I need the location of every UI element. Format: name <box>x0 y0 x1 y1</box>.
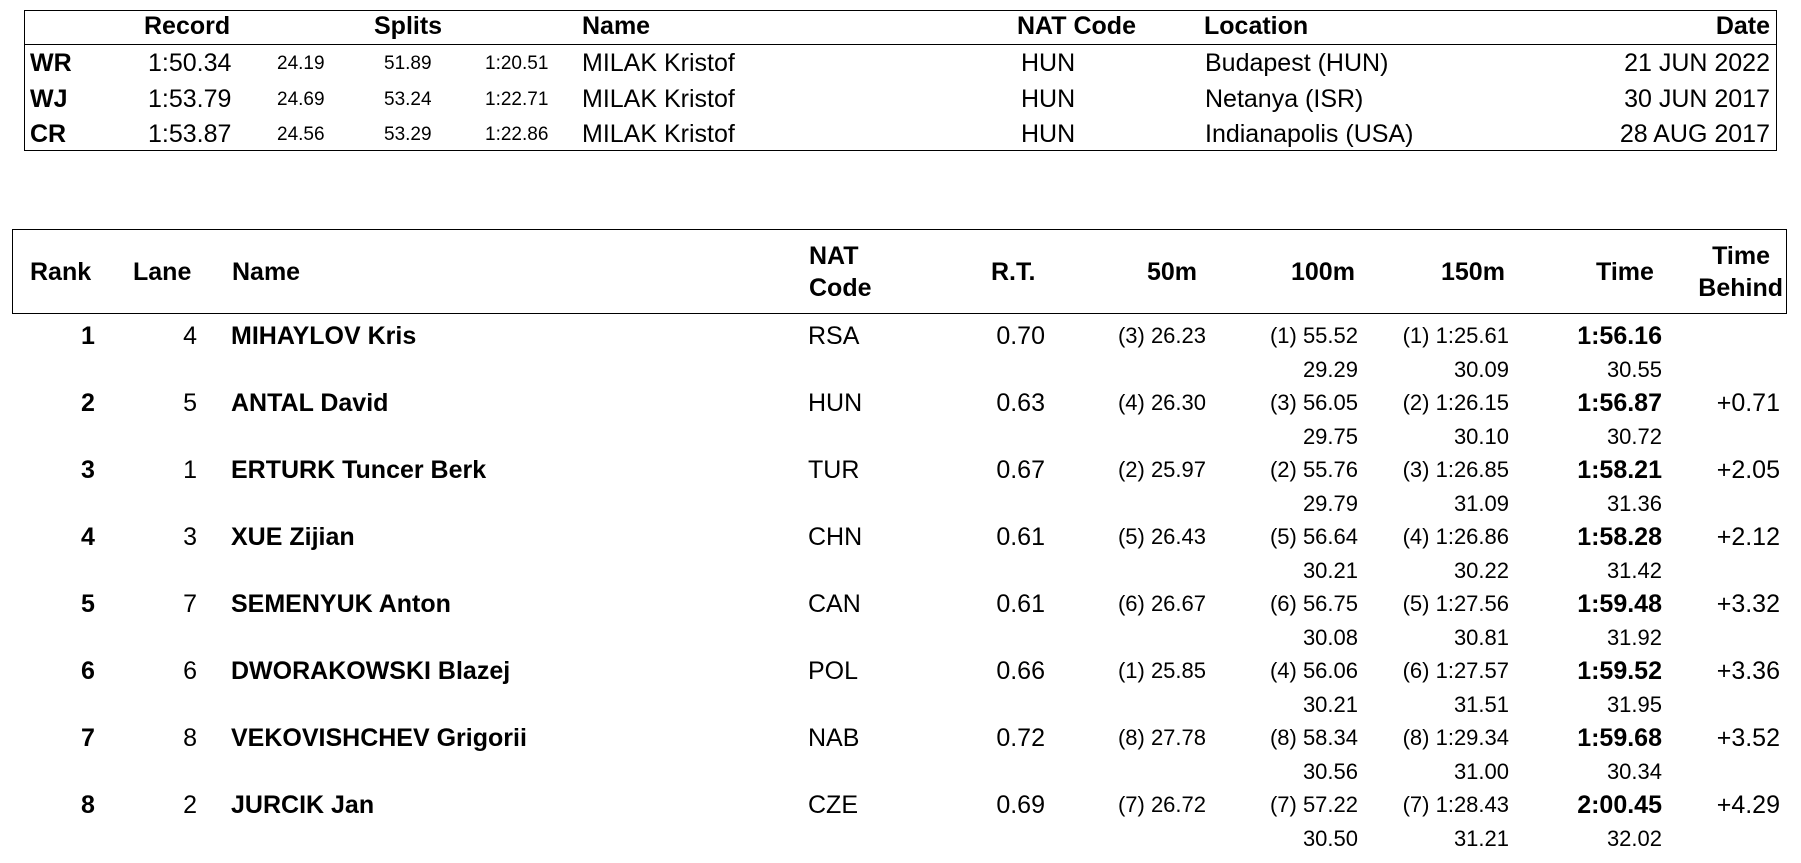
split-50m: (8) 27.78 <box>1117 725 1206 750</box>
nat-code-cell: CAN <box>808 590 861 618</box>
lane-cell: 2 <box>183 791 197 819</box>
split-100m: (5) 56.64 <box>1269 524 1358 549</box>
lap-100m: 30.21 <box>1302 692 1358 717</box>
split-100m: (2) 55.76 <box>1269 457 1358 482</box>
split-100m: (7) 57.22 <box>1269 792 1358 817</box>
athlete-name: JURCIK Jan <box>231 791 375 819</box>
result-row <box>0 451 1801 518</box>
split-50m: (7) 26.72 <box>1117 792 1206 817</box>
record-name: MILAK Kristof <box>582 120 735 148</box>
records-header-divider <box>25 44 1776 45</box>
record-split: 1:22.86 <box>485 124 549 145</box>
final-time: 1:59.48 <box>1577 590 1662 618</box>
split-150m: (5) 1:27.56 <box>1402 591 1509 616</box>
record-time: 1:50.34 <box>148 49 232 77</box>
records-header-splits: Splits <box>374 12 443 40</box>
final-time: 1:56.87 <box>1577 389 1662 417</box>
time-behind: +3.36 <box>1716 657 1780 685</box>
split-50m: (2) 25.97 <box>1117 457 1206 482</box>
record-split: 1:20.51 <box>485 53 549 74</box>
split-50m: (6) 26.67 <box>1117 591 1206 616</box>
header-time-behind: Time <box>1712 242 1770 270</box>
time-behind: +4.29 <box>1716 791 1780 819</box>
final-time: 1:59.52 <box>1577 657 1662 685</box>
nat-code-cell: CZE <box>808 791 858 819</box>
record-code: WJ <box>30 85 68 113</box>
records-header-location: Location <box>1204 12 1309 40</box>
time-behind: +2.12 <box>1716 523 1780 551</box>
record-name: MILAK Kristof <box>582 49 735 77</box>
header-time-behind-2: Behind <box>1698 274 1783 302</box>
nat-code-cell: CHN <box>808 523 863 551</box>
split-50m: (5) 26.43 <box>1117 524 1206 549</box>
rank-cell: 6 <box>81 657 95 685</box>
record-row <box>25 82 1776 118</box>
lap-100m: 29.29 <box>1302 357 1358 382</box>
split-100m: (6) 56.75 <box>1269 591 1358 616</box>
rank-cell: 8 <box>81 791 95 819</box>
split-50m: (1) 25.85 <box>1117 658 1206 683</box>
split-150m: (1) 1:25.61 <box>1402 323 1509 348</box>
record-date: 21 JUN 2022 <box>1624 49 1770 77</box>
lap-final: 31.92 <box>1606 625 1662 650</box>
nat-code-cell: TUR <box>808 456 860 484</box>
rank-cell: 4 <box>81 523 95 551</box>
record-split: 24.19 <box>277 53 325 74</box>
result-row <box>0 786 1801 853</box>
split-150m: (7) 1:28.43 <box>1402 792 1509 817</box>
record-location: Netanya (ISR) <box>1205 85 1364 113</box>
record-location: Budapest (HUN) <box>1205 49 1389 77</box>
lap-150m: 31.09 <box>1453 491 1509 516</box>
rank-cell: 5 <box>81 590 95 618</box>
final-time: 1:58.21 <box>1577 456 1662 484</box>
header-150m: 150m <box>1441 258 1505 286</box>
lane-cell: 6 <box>183 657 197 685</box>
record-row <box>25 46 1776 82</box>
records-table <box>24 10 1777 151</box>
record-nat: HUN <box>1021 120 1076 148</box>
records-header-date: Date <box>1715 12 1770 40</box>
record-date: 30 JUN 2017 <box>1624 85 1770 113</box>
final-time: 2:00.45 <box>1577 791 1662 819</box>
lap-final: 30.72 <box>1606 424 1662 449</box>
reaction-time: 0.70 <box>996 322 1045 350</box>
lap-final: 31.95 <box>1606 692 1662 717</box>
record-row <box>25 117 1776 153</box>
nat-code-cell: RSA <box>808 322 860 350</box>
record-time: 1:53.87 <box>148 120 232 148</box>
records-header-record: Record <box>144 12 231 40</box>
final-time: 1:58.28 <box>1577 523 1662 551</box>
final-time: 1:59.68 <box>1577 724 1662 752</box>
athlete-name: MIHAYLOV Kris <box>231 322 417 350</box>
lap-150m: 31.21 <box>1453 826 1509 851</box>
lap-100m: 30.50 <box>1302 826 1358 851</box>
lane-cell: 1 <box>183 456 197 484</box>
header-nat: NAT <box>809 242 859 270</box>
records-header-name: Name <box>582 12 651 40</box>
lap-final: 30.34 <box>1606 759 1662 784</box>
lap-150m: 30.10 <box>1453 424 1509 449</box>
record-name: MILAK Kristof <box>582 85 735 113</box>
records-header-nat-code: NAT Code <box>1017 12 1136 40</box>
athlete-name: SEMENYUK Anton <box>231 590 451 618</box>
record-time: 1:53.79 <box>148 85 232 113</box>
lane-cell: 4 <box>183 322 197 350</box>
result-row <box>0 585 1801 652</box>
lane-cell: 7 <box>183 590 197 618</box>
time-behind: +3.32 <box>1716 590 1780 618</box>
record-nat: HUN <box>1021 85 1076 113</box>
record-location: Indianapolis (USA) <box>1205 120 1414 148</box>
result-row <box>0 652 1801 719</box>
split-50m: (4) 26.30 <box>1117 390 1206 415</box>
split-100m: (4) 56.06 <box>1269 658 1358 683</box>
rank-cell: 3 <box>81 456 95 484</box>
nat-code-cell: NAB <box>808 724 860 752</box>
final-time: 1:56.16 <box>1577 322 1662 350</box>
lap-150m: 30.22 <box>1453 558 1509 583</box>
athlete-name: VEKOVISHCHEV Grigorii <box>231 724 527 752</box>
lap-final: 31.36 <box>1606 491 1662 516</box>
record-split: 1:22.71 <box>485 89 549 110</box>
lap-final: 32.02 <box>1606 826 1662 851</box>
reaction-time: 0.61 <box>996 523 1045 551</box>
reaction-time: 0.67 <box>996 456 1045 484</box>
header-50m: 50m <box>1147 258 1198 286</box>
record-code: WR <box>30 49 72 77</box>
header-nat-code: Code <box>809 274 872 302</box>
lane-cell: 8 <box>183 724 197 752</box>
lane-cell: 5 <box>183 389 197 417</box>
split-150m: (8) 1:29.34 <box>1402 725 1509 750</box>
header-100m: 100m <box>1291 258 1355 286</box>
header-rt: R.T. <box>991 258 1036 286</box>
nat-code-cell: HUN <box>808 389 863 417</box>
split-100m: (8) 58.34 <box>1269 725 1358 750</box>
rank-cell: 2 <box>81 389 95 417</box>
record-split: 24.69 <box>277 89 325 110</box>
lane-cell: 3 <box>183 523 197 551</box>
lap-150m: 30.81 <box>1453 625 1509 650</box>
lap-100m: 30.21 <box>1302 558 1358 583</box>
athlete-name: ANTAL David <box>231 389 389 417</box>
record-split: 53.24 <box>384 89 432 110</box>
time-behind: +3.52 <box>1716 724 1780 752</box>
lap-final: 30.55 <box>1606 357 1662 382</box>
result-row <box>0 518 1801 585</box>
lap-100m: 29.75 <box>1302 424 1358 449</box>
athlete-name: DWORAKOWSKI Blazej <box>231 657 511 685</box>
record-split: 53.29 <box>384 124 432 145</box>
athlete-name: ERTURK Tuncer Berk <box>231 456 487 484</box>
reaction-time: 0.61 <box>996 590 1045 618</box>
time-behind: +0.71 <box>1716 389 1780 417</box>
header-lane: Lane <box>133 258 192 286</box>
time-behind: +2.05 <box>1716 456 1780 484</box>
lap-100m: 30.08 <box>1302 625 1358 650</box>
header-time: Time <box>1596 258 1654 286</box>
reaction-time: 0.69 <box>996 791 1045 819</box>
split-150m: (2) 1:26.15 <box>1402 390 1509 415</box>
lap-150m: 31.00 <box>1453 759 1509 784</box>
result-row <box>0 719 1801 786</box>
lap-150m: 30.09 <box>1453 357 1509 382</box>
record-split: 51.89 <box>384 53 432 74</box>
lap-150m: 31.51 <box>1453 692 1509 717</box>
nat-code-cell: POL <box>808 657 859 685</box>
result-row <box>0 384 1801 451</box>
reaction-time: 0.72 <box>996 724 1045 752</box>
athlete-name: XUE Zijian <box>231 523 355 551</box>
header-rank: Rank <box>30 258 92 286</box>
header-name: Name <box>232 258 301 286</box>
rank-cell: 7 <box>81 724 95 752</box>
lap-100m: 30.56 <box>1302 759 1358 784</box>
reaction-time: 0.66 <box>996 657 1045 685</box>
record-split: 24.56 <box>277 124 325 145</box>
record-date: 28 AUG 2017 <box>1619 120 1770 148</box>
reaction-time: 0.63 <box>996 389 1045 417</box>
results-header <box>12 229 1787 314</box>
split-100m: (3) 56.05 <box>1269 390 1358 415</box>
lap-final: 31.42 <box>1606 558 1662 583</box>
split-150m: (4) 1:26.86 <box>1402 524 1509 549</box>
split-150m: (3) 1:26.85 <box>1402 457 1509 482</box>
record-code: CR <box>30 120 67 148</box>
split-50m: (3) 26.23 <box>1117 323 1206 348</box>
split-100m: (1) 55.52 <box>1269 323 1358 348</box>
result-row <box>0 317 1801 384</box>
split-150m: (6) 1:27.57 <box>1402 658 1509 683</box>
rank-cell: 1 <box>81 322 95 350</box>
record-nat: HUN <box>1021 49 1076 77</box>
lap-100m: 29.79 <box>1302 491 1358 516</box>
